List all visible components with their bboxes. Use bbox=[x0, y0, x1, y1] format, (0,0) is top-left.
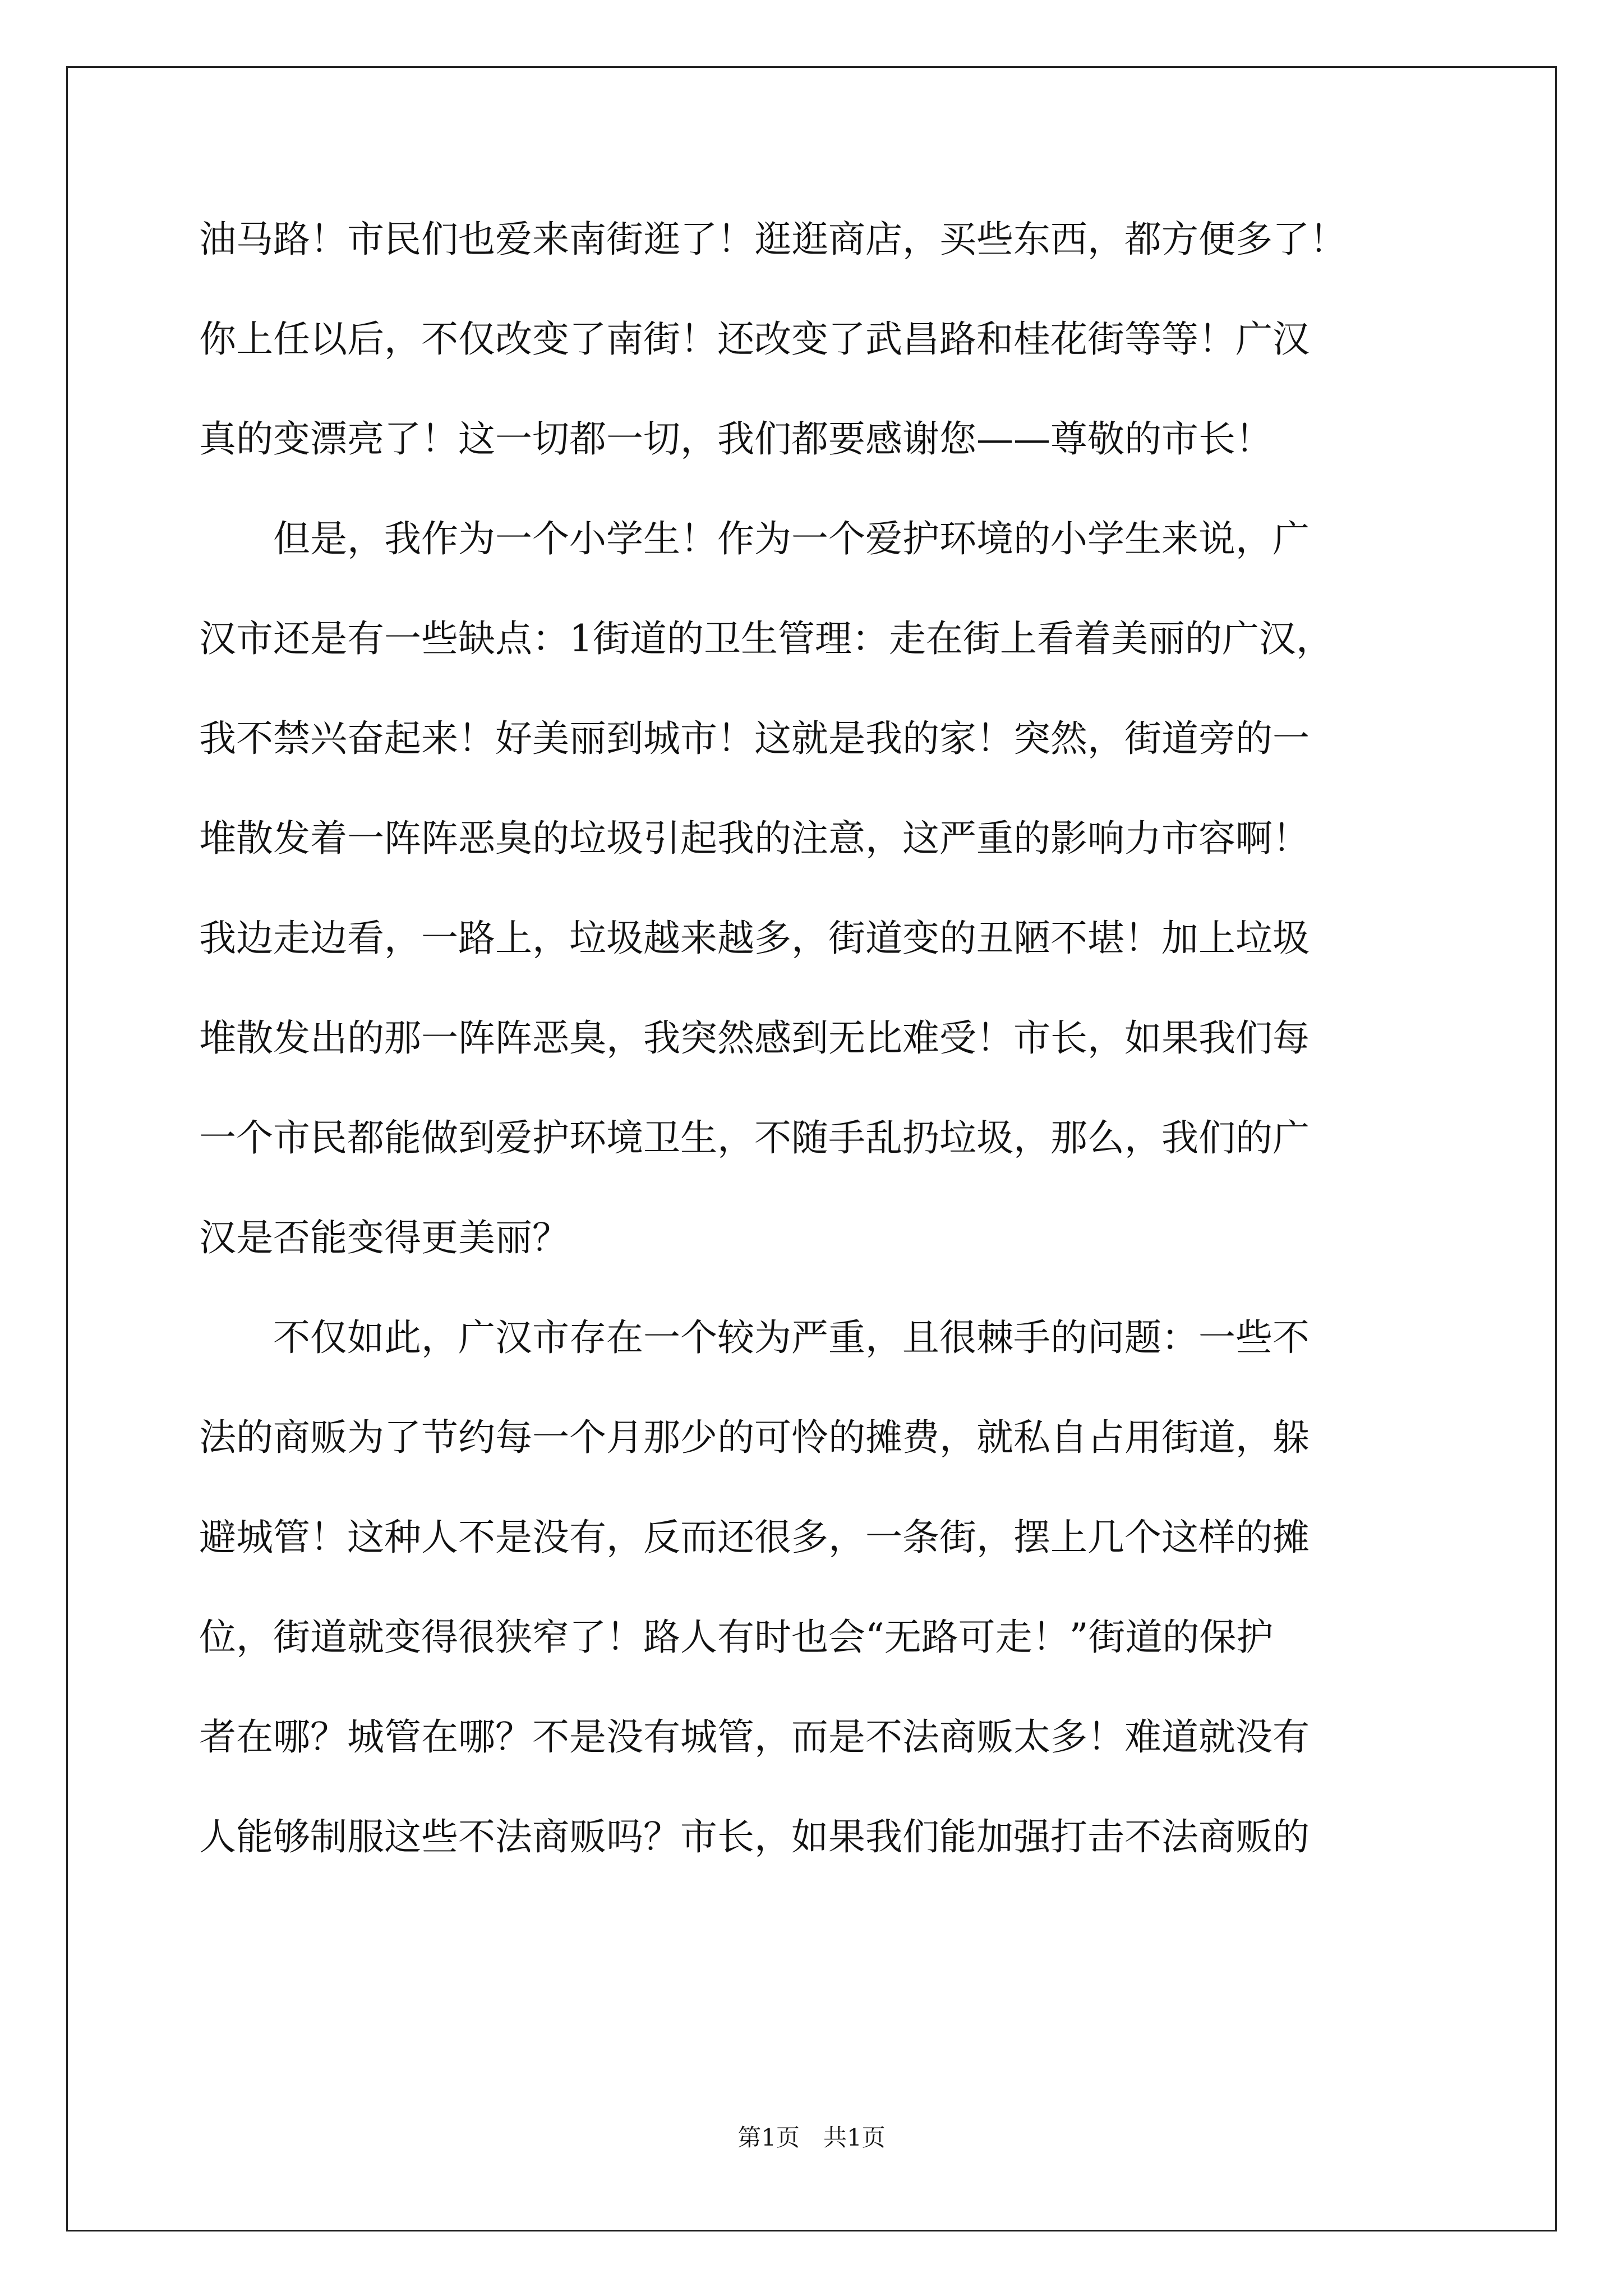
text-line: 人能够制服这些不法商贩吗？市长，如果我们能加强打击不法商贩的 bbox=[199, 1815, 1310, 1858]
text-line: 油马路！市民们也爱来南街逛了！逛逛商店，买些东西，都方便多了！ bbox=[199, 218, 1347, 261]
text-line: 汉市还是有一些缺点：1街道的卫生管理：走在街上看着美丽的广汉， bbox=[199, 617, 1333, 660]
text-line: 者在哪？城管在哪？不是没有城管，而是不法商贩太多！难道就没有 bbox=[199, 1715, 1310, 1759]
text-line: 真的变漂亮了！这一切都一切，我们都要感谢您——尊敬的市长！ bbox=[199, 417, 1272, 461]
text-line: 你上任以后，不仅改变了南街！还改变了武昌路和桂花街等等！广汉 bbox=[199, 318, 1310, 361]
text-line: 我不禁兴奋起来！好美丽到城市！这就是我的家！突然，街道旁的一 bbox=[199, 717, 1310, 760]
text-line: 我边走边看，一路上，垃圾越来越多，街道变的丑陋不堪！加上垃圾 bbox=[199, 917, 1310, 960]
text-line: 汉是否能变得更美丽？ bbox=[199, 1216, 569, 1259]
text-line: 法的商贩为了节约每一个月那少的可怜的摊费，就私自占用街道，躲 bbox=[199, 1416, 1310, 1459]
paragraph-start-line: 但是，我作为一个小学生！作为一个爱护环境的小学生来说，广 bbox=[199, 517, 1310, 560]
text-line: 避城管！这种人不是没有，反而还很多，一条街，摆上几个这样的摊 bbox=[199, 1516, 1310, 1559]
page-number-footer: 第1页 共1页 bbox=[737, 2124, 886, 2151]
text-line: 位，街道就变得很狭窄了！路人有时也会“无路可走！”街道的保护 bbox=[199, 1616, 1274, 1659]
text-line: 一个市民都能做到爱护环境卫生，不随手乱扔垃圾，那么，我们的广 bbox=[199, 1116, 1310, 1159]
text-line: 堆散发出的那一阵阵恶臭，我突然感到无比难受！市长，如果我们每 bbox=[199, 1016, 1310, 1060]
text-line: 堆散发着一阵阵恶臭的垃圾引起我的注意，这严重的影响力市容啊！ bbox=[199, 817, 1310, 860]
paragraph-start-line: 不仅如此，广汉市存在一个较为严重，且很棘手的问题：一些不 bbox=[199, 1316, 1310, 1359]
